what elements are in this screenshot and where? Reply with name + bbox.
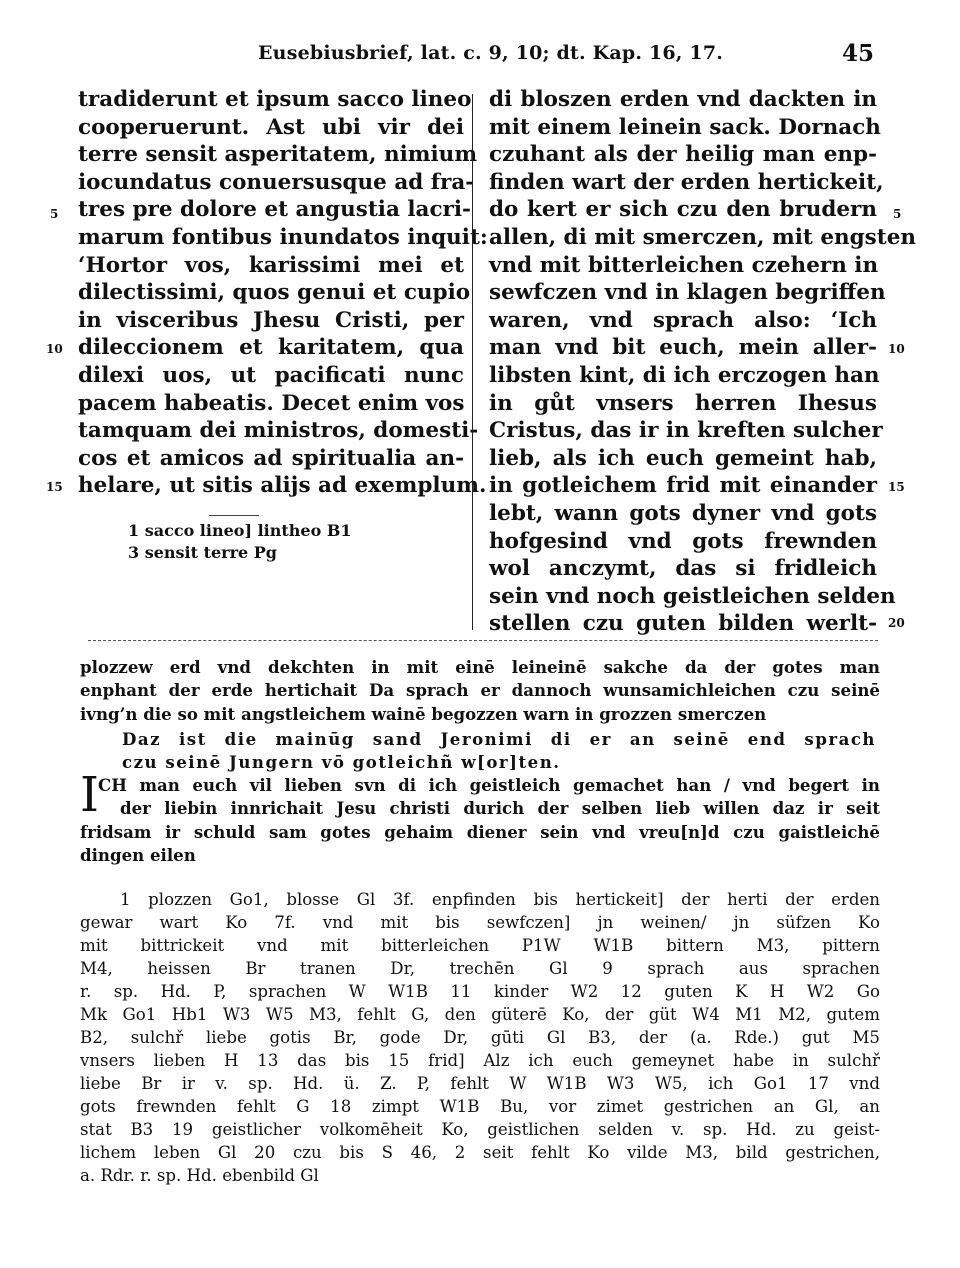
drop-initial: I [80, 767, 99, 823]
apparatus-line: stat B3 19 geistlicher volkomēheit Ko, geistlichen selden v. sp. Hd. zu geist- [80, 1120, 880, 1139]
german-line-number: 10 [888, 342, 905, 356]
letter-line: CH man euch vil lieben svn di ich geistleich gemachet han / vnd begert in [98, 775, 880, 795]
latin-line: in visceribus Jhesu Cristi, per [78, 307, 464, 333]
variant-text [80, 656, 880, 726]
latin-line: cooperuerunt. Ast ubi vir dei [78, 114, 464, 140]
apparatus-line: 1 plozzen Go1, blosse Gl 3f. enpfinden bis hertickeit] der herti der erden [120, 890, 880, 909]
latin-line: ‘Hortor vos, karissimi mei et [78, 252, 464, 278]
german-line: sein vnd noch geistleichen selden [489, 583, 896, 609]
variant-line: ivng’n die so mit angstleichem wainē begozzen warn in grozzen smerczen [80, 703, 767, 724]
german-line: in gůt vnsers herren Ihesus [489, 390, 877, 416]
apparatus-line: gewar wart Ko 7f. vnd mit bis sewfczen] jn weinen/ jn süfzen Ko [80, 913, 880, 932]
german-line: mit einem leinein sack. Dornach [489, 114, 881, 140]
latin-line: dileccionem et karitatem, qua [78, 335, 464, 361]
german-line-number: 5 [893, 207, 902, 221]
latin-line: terre sensit asperitatem, nimium [78, 142, 478, 168]
heading-line: czu seinē Jungern vō gotleichñ w[or]ten. [122, 752, 561, 773]
apparatus-line: r. sp. Hd. P, sprachen W W1B 11 kinder W2 12 guten K H W2 Go [80, 982, 880, 1001]
apparatus-line: vnsers lieben H 13 das bis 15 frid] Alz ich euch gemeynet habe in sulchř [80, 1051, 880, 1070]
section-divider [88, 640, 878, 641]
column-divider [472, 94, 473, 630]
latin-line: tres pre dolore et angustia lacri- [78, 197, 471, 223]
letter-line: der liebin innrichait Jesu christi durich der selben lieb willen daz ir seit [120, 798, 880, 819]
german-line: sewfczen vnd in klagen begriffen [489, 280, 886, 306]
page-number: 45 [842, 40, 875, 67]
german-line: di bloszen erden vnd dackten in [489, 87, 877, 112]
german-line: lebt, wann gots dyner vnd gots [489, 500, 877, 526]
latin-footnote: 3 sensit terre Pg [128, 543, 277, 562]
apparatus-line: B2, sulchř liebe gotis Br, gode Dr, gūti Gl B3, der (a. Rde.) gut M5 [80, 1028, 880, 1047]
variant-line: plozzew erd vnd dekchten in mit einē leineinē sakche da der gotes man [80, 657, 880, 677]
german-line: lieb, als ich euch gemeint hab, [489, 445, 877, 471]
german-line: libsten kint, di ich erczogen han [489, 362, 880, 388]
german-line: wol anczymt, das si fridleich [489, 556, 877, 582]
latin-line: tamquam dei ministros, domesti- [78, 418, 479, 444]
german-line: in gotleichem frid mit einander [489, 473, 877, 499]
latin-line: dilectissimi, quos genui et cupio [78, 280, 471, 306]
letter-line: fridsam ir schuld sam gotes gehaim diener sein vnd vreu[n]d czu gaistleichē [80, 821, 880, 842]
latin-line: pacem habeatis. Decet enim vos [78, 390, 465, 416]
german-line: vnd mit bitterleichen czehern in [489, 252, 879, 278]
letter-text [80, 774, 880, 868]
apparatus-line: M4, heissen Br tranen Dr, trechēn Gl 9 sprach aus sprachen [80, 959, 880, 978]
apparatus-line: liebe Br ir v. sp. Hd. ü. Z. P, fehlt W W1B W3 W5, ich Go1 17 vnd [80, 1074, 880, 1093]
apparatus-line: mit bittrickeit vnd mit bitterleichen P1W W1B bittern M3, pittern [80, 936, 880, 955]
latin-line: marum fontibus inundatos inquit: [78, 224, 488, 250]
german-line-number: 20 [888, 616, 905, 630]
apparatus-line: gots frewnden fehlt G 18 zimpt W1B Bu, vor zimet gestrichen an Gl, an [80, 1097, 880, 1116]
page-header [0, 40, 960, 74]
latin-line: iocundatus conuersusque ad fra- [78, 169, 475, 195]
letter-line: dingen eilen [80, 845, 196, 866]
latin-line: cos et amicos ad spiritualia an- [78, 445, 464, 471]
latin-line-number: 5 [50, 207, 59, 221]
apparatus-line: a. Rdr. r. sp. Hd. ebenbild Gl [80, 1166, 319, 1185]
german-line-number: 15 [888, 480, 905, 494]
german-line: waren, vnd sprach also: ‘Ich [489, 307, 877, 333]
heading-line: Daz ist die mainūg sand Jeronimi di er an seinē end sprach [122, 729, 876, 749]
footnote-divider [209, 515, 259, 516]
german-line: do kert er sich czu den brudern [489, 197, 877, 223]
apparatus-line: lichem leben Gl 20 czu bis S 46, 2 seit fehlt Ko vilde M3, bild gestrichen, [80, 1143, 880, 1162]
variant-heading [122, 728, 876, 775]
latin-line: helare, ut sitis alijs ad exemplum. [78, 473, 487, 499]
latin-column [78, 86, 488, 500]
latin-line-number: 10 [46, 342, 63, 356]
variant-line: enphant der erde hertichait Da sprach er dannoch wunsamichleichen czu seinē [80, 680, 880, 701]
latin-footnote: 1 sacco lineo] lintheo B1 [128, 521, 352, 540]
german-line: czuhant als der heilig man enp- [489, 142, 877, 168]
german-line: allen, di mit smerczen, mit engsten [489, 224, 917, 250]
german-line: hofgesind vnd gots frewnden [489, 528, 877, 554]
latin-line: tradiderunt et ipsum sacco lineo [78, 87, 472, 112]
german-line: stellen czu guten bilden werlt- [489, 611, 877, 637]
critical-apparatus [80, 888, 880, 1187]
running-head: Eusebiusbrief, lat. c. 9, 10; dt. Kap. 16, 17. [258, 42, 724, 64]
latin-footnotes [128, 520, 352, 562]
german-line: Cristus, das ir in kreften sulcher [489, 418, 883, 444]
apparatus-line: Mk Go1 Hb1 W3 W5 M3, fehlt G, den güterē Ko, der güt W4 M1 M2, gutem [80, 1005, 880, 1024]
german-line: man vnd bit euch, mein aller- [489, 335, 877, 361]
latin-line: dilexi uos, ut pacificati nunc [78, 362, 464, 388]
german-line: finden wart der erden hertickeit, [489, 169, 884, 195]
latin-line-number: 15 [46, 480, 63, 494]
